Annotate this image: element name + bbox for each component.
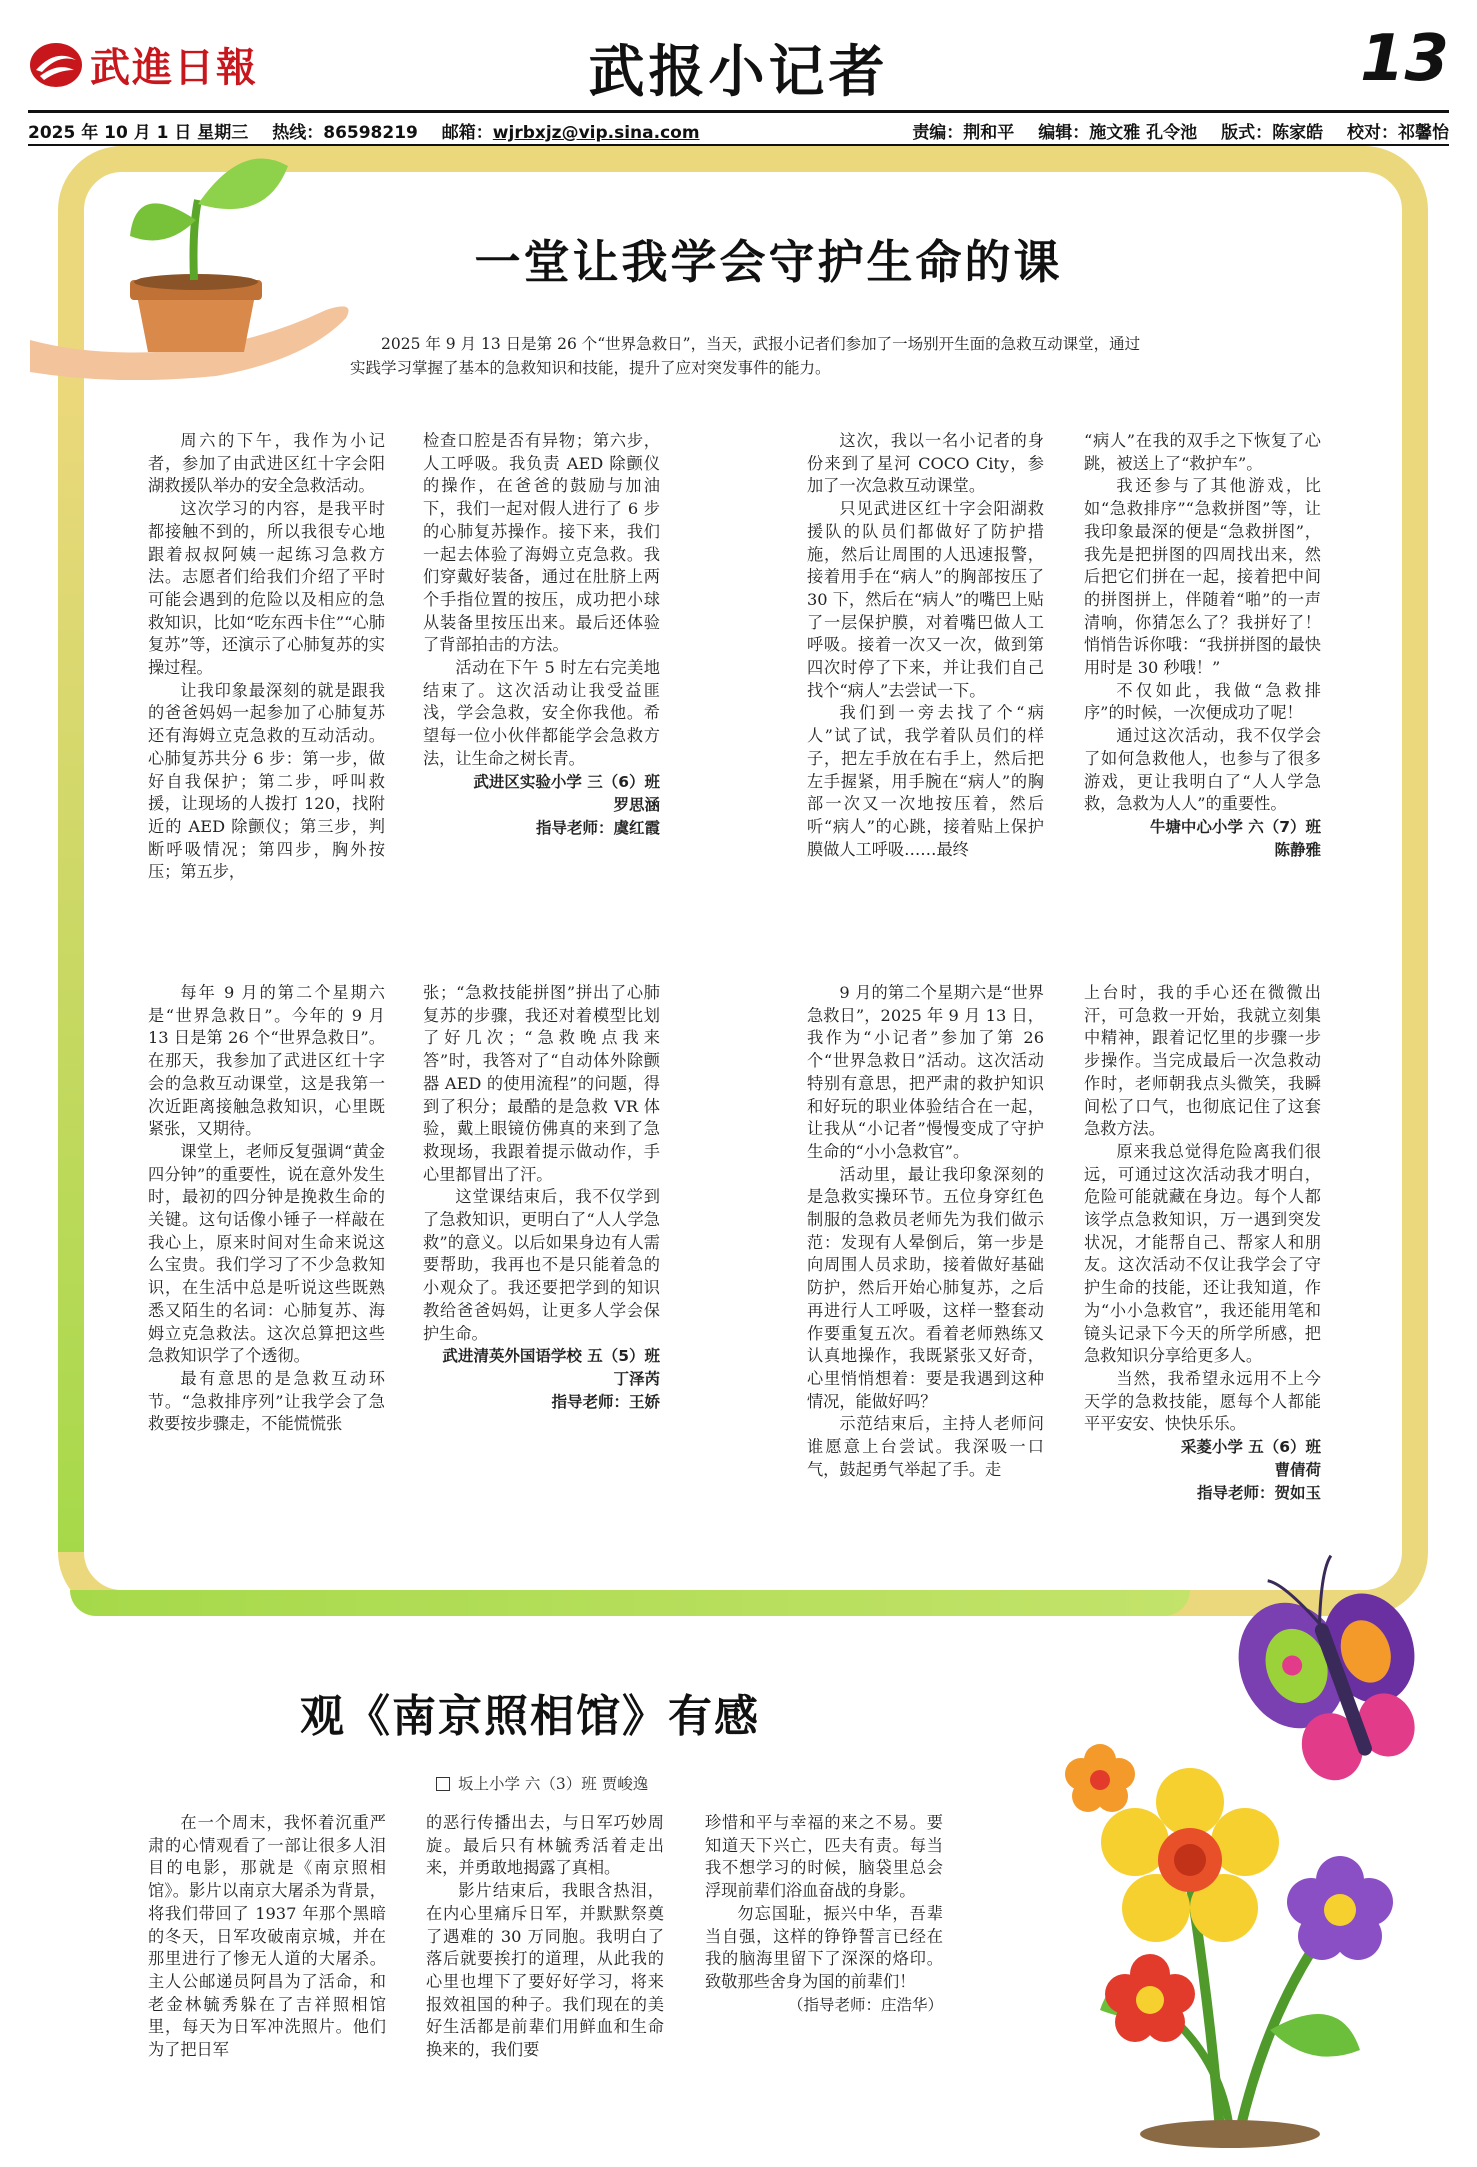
school-credit: 采菱小学 五（6）班	[1180, 1438, 1321, 1457]
teacher-credit: 指导老师：虞红霞	[535, 818, 660, 837]
layout-credit: 版式：陈家皓	[1221, 123, 1324, 143]
story1-col2	[423, 430, 660, 840]
paragraph: 活动里，最让我印象深刻的是急救实操环节。五位身穿红色制服的急救员老师先为我们做示范：发现有人晕倒后，第一步是向周围人员求助，接着做好基础防护，然后开始心肺复苏，之后再进行人工呼吸，这样一整套动作要重复五次。看着老师熟练又认真地操作，我既紧张又好奇，心里悄悄想着：要是我遇到这种情况，能做好吗？	[807, 1164, 1044, 1411]
story4-col1	[807, 982, 1044, 1481]
byline-text: 坂上小学 六（3）班 贾峻逸	[458, 1775, 649, 1793]
paragraph: 周六的下午，我作为小记者，参加了由武进区红十字会阳湖救援队举办的安全急救活动。	[148, 431, 385, 496]
flowers-butterfly-illustration	[1040, 1530, 1460, 2150]
article-lead: 2025 年 9 月 13 日是第 26 个“世界急救日”，当天，武报小记者们参加了一场别开生面的急救互动课堂，通过实践学习掌握了基本的急救知识和技能，提升了应对突发事件的能力。	[350, 335, 1141, 377]
email-label: 邮箱：	[441, 123, 493, 143]
paragraph: 当然，我希望永远用不上今天学的急救技能，愿每个人都能平平安安、快快乐乐。	[1084, 1368, 1321, 1434]
paragraph: 原来我总觉得危险离我们很远，可通过这次活动我才明白，危险可能就藏在身边。每个人都该学点急救知识，万一遇到突发状况，才能帮自己、帮家人和朋友。这次活动不仅让我学会了守护生命的技能，还让我知道，作为“小小急救官”，我还能用笔和镜头记录下今天的所学所感，把急救知识分享给更多人。	[1084, 1141, 1321, 1366]
page-number: 13	[1359, 22, 1449, 96]
paragraph: 只见武进区红十字会阳湖救援队的队员们都做好了防护措施，然后让周围的人迅速报警，接着用手在“病人”的胸部按压了 30 下，然后在“病人”的嘴巴上贴了一层保护膜，对着嘴巴做人工呼吸。接着一次又一次，做到第四次时停了下来，并让我们自己找个“病人”去尝试一下。	[807, 499, 1044, 700]
email-field	[442, 123, 700, 143]
teacher-credit: 指导老师：王娇	[551, 1393, 660, 1412]
square-marker-icon	[436, 1777, 450, 1791]
paragraph: 勿忘国耻，振兴中华，吾辈当自强，这样的铮铮誓言已经在我的脑海里留下了深深的烙印。致敬那些舍身为国的前辈们！	[705, 1903, 943, 1991]
author-name: 丁泽芮	[613, 1370, 660, 1389]
author-name: 罗思涵	[613, 795, 660, 814]
article2-col3	[705, 1812, 943, 2016]
issue-date: 2025 年 10 月 1 日 星期三	[28, 123, 249, 143]
story1-col1	[148, 430, 385, 884]
author-name: 陈静雅	[1274, 840, 1321, 859]
school-credit: 牛塘中心小学 六（7）班	[1149, 817, 1321, 836]
article2-col1	[148, 1812, 386, 2062]
logo-text: 武進日報	[90, 44, 258, 91]
paragraph: 我们到一旁去找了个“病人”试了试，我学着队员们的样子，把左手放在右手上，然后把左手握紧，用手腕在“病人”的胸部一次又一次地按压着，然后听“病人”的心跳，接着贴上保护膜做人工呼吸……最终	[807, 703, 1044, 859]
school-credit: 武进清英外国语学校 五（5）班	[442, 1347, 660, 1366]
paragraph: 检查口腔是否有异物；第六步，人工呼吸。我负责 AED 除颤仪的操作，在爸爸的鼓励与加油下，我们一起对假人进行了 6 步的心肺复苏操作。接下来，我们一起去体验了海姆立克急救。我们穿戴好装备，通过在肚脐上两个手指位置的按压，成功把小球从装备里按压出来。最后还体验了背部拍击的方法。	[423, 431, 660, 655]
paragraph: 最有意思的是急救互动环节。“急救排序列”让我学会了急救要按步骤走，不能慌慌张	[148, 1368, 385, 1434]
paragraph: 的恶行传播出去，与日军巧妙周旋。最后只有林毓秀活着走出来，并勇敢地揭露了真相。	[426, 1813, 664, 1878]
story-divider	[148, 958, 1328, 959]
email-link[interactable]: wjrbxjz@vip.sina.com	[492, 123, 700, 143]
hotline: 热线：86598219	[272, 123, 418, 143]
paragraph: 9 月的第二个星期六是“世界急救日”，2025 年 9 月 13 日，我作为“小记者”参加了第 26 个“世界急救日”活动。这次活动特别有意思，把严肃的救护知识和好玩的职业体验结合在一起，让我从“小记者”慢慢变成了守护生命的“小小急救官”。	[807, 983, 1044, 1161]
teacher-credit: 指导老师：贺如玉	[1196, 1484, 1321, 1503]
paragraph: 每年 9 月的第二个星期六是“世界急救日”。今年的 9 月 13 日是第 26 个“世界急救日”。在那天，我参加了武进区红十字会的急救互动课堂，这是我第一次近距离接触急救知识，心里既紧张，又期待。	[148, 983, 385, 1139]
author-name: 曹倩荷	[1274, 1461, 1321, 1480]
teacher-credit: （指导老师：庄浩华）	[787, 1995, 943, 2014]
story2-col2	[1084, 430, 1321, 862]
paragraph: 珍惜和平与幸福的来之不易。要知道天下兴亡，匹夫有责。每当我不想学习的时候，脑袋里总会浮现前辈们浴血奋战的身影。	[705, 1813, 943, 1901]
masthead	[28, 22, 1449, 143]
chief-editor: 责编：荆和平	[912, 123, 1015, 143]
paragraph: 上台时，我的手心还在微微出汗，可急救一开始，我就立刻集中精神，跟着记忆里的步骤一步步操作。当完成最后一次急救动作时，老师朝我点头微笑，我瞬间松了口气，也彻底记住了这套急救方法。	[1084, 983, 1321, 1139]
proof-credit: 校对：祁馨怡	[1347, 123, 1449, 143]
school-credit: 武进区实验小学 三（6）班	[473, 772, 660, 791]
paragraph: 通过这次活动，我不仅学会了如何急救他人，也参与了很多游戏，更让我明白了“人人学急救，急救为人人”的重要性。	[1084, 726, 1321, 814]
editors: 编辑：施文雅 孔令池	[1038, 123, 1198, 143]
paragraph: 影片结束后，我眼含热泪，在内心里痛斥日军，并默默祭奠了遇难的 30 万同胞。我明白了落后就要挨打的道理，从此我的心里也埋下了要好好学习，将来报效祖国的种子。我们现在的美好生活都是前辈们用鲜血和生命换来的，我们要	[426, 1881, 664, 2060]
paragraph: 这次，我以一名小记者的身份来到了星河 COCO City，参加了一次急救互动课堂。	[807, 431, 1044, 496]
section-title: 武报小记者	[588, 40, 889, 105]
story2-col1	[807, 430, 1044, 861]
paragraph: 示范结束后，主持人老师问谁愿意上台尝试。我深吸一口气，鼓起勇气举起了手。走	[807, 1414, 1044, 1479]
story3-col1	[148, 982, 385, 1436]
masthead-rule	[28, 110, 1449, 113]
paragraph: 这堂课结束后，我不仅学到了急救知识，更明白了“人人学急救”的意义。以后如果身边有人需要帮助，我再也不是只能着急的小观众了。我还要把学到的知识教给爸爸妈妈，让更多人学会保护生命。	[423, 1187, 660, 1343]
paragraph: 我还参与了其他游戏，比如“急救排序”“急救拼图”等，让我印象最深的便是“急救拼图”，我先是把拼图的四周找出来，然后把它们拼在一起，接着把中间的拼图拼上，伴随着“啪”的一声清响，你猜怎么了？我拼好了！悄悄告诉你哦：“我拼拼图的最快用时是 30 秒哦！”	[1084, 476, 1321, 678]
article2-col2	[426, 1812, 664, 2062]
article-title: 一堂让我学会守护生命的课	[474, 235, 1063, 289]
article2-title: 观《南京照相馆》有感	[300, 1691, 760, 1742]
paragraph: 课堂上，老师反复强调“黄金四分钟”的重要性，说在意外发生时，最初的四分钟是挽救生命的关键。这句话像小锤子一样敲在我心上，原来时间对生命来说这么宝贵。我们学习了不少急救知识，在生活中总是听说这些既熟悉又陌生的名词：心肺复苏、海姆立克急救法。这次总算把这些急救知识学了个透彻。	[148, 1141, 385, 1366]
story4-col2	[1084, 982, 1321, 1505]
paragraph: 这次学习的内容，是我平时都接触不到的，所以我很专心地跟着叔叔阿姨一起练习急救方法。志愿者们给我们介绍了平时可能会遇到的危险以及相应的急救知识，比如“吃东西卡住”“心肺复苏”等，还演示了心肺复苏的实操过程。	[148, 499, 385, 678]
paragraph: 活动在下午 5 时左右完美地结束了。这次活动让我受益匪浅，学会急救，安全你我他。希望每一位小伙伴都能学会急救方法，让生命之树长青。	[423, 658, 660, 768]
paragraph: 不仅如此，我做“急救排序”的时候，一次便成功了呢！	[1084, 680, 1321, 723]
paragraph: “病人”在我的双手之下恢复了心跳，被送上了“救护车”。	[1084, 431, 1321, 473]
paragraph: 让我印象最深刻的就是跟我的爸爸妈妈一起参加了心肺复苏还有海姆立克急救的互动活动。心肺复苏共分 6 步：第一步，做好自我保护；第二步，呼叫救援，让现场的人拨打 120，找附近的 AED 除颤仪；第三步，判断呼吸情况；第四步，胸外按压；第五步，	[148, 680, 385, 882]
article2-byline	[436, 1772, 648, 1794]
story3-col2	[423, 982, 660, 1414]
paragraph: 在一个周末，我怀着沉重严肃的心情观看了一部让很多人泪目的电影，那就是《南京照相馆》。影片以南京大屠杀为背景，将我们带回了 1937 年那个黑暗的冬天，日军攻破南京城，并在那里进行了惨无人道的大屠杀。主人公邮递员阿昌为了活命，和老金林毓秀躲在了吉祥照相馆里，每天为日军冲洗照片。他们为了把日军	[148, 1813, 386, 2060]
frame-bottom-band	[70, 1590, 1190, 1616]
paragraph: 张；“急救技能拼图”拼出了心肺复苏的步骤，我还对着模型比划了好几次；“急救晚点我来答”时，我答对了“自动体外除颤器 AED 的使用流程”的问题，得到了积分；最酷的是急救 VR 体验，戴上眼镜仿佛真的来到了急救现场，我跟着提示做动作，手心里都冒出了汗。	[423, 983, 660, 1184]
